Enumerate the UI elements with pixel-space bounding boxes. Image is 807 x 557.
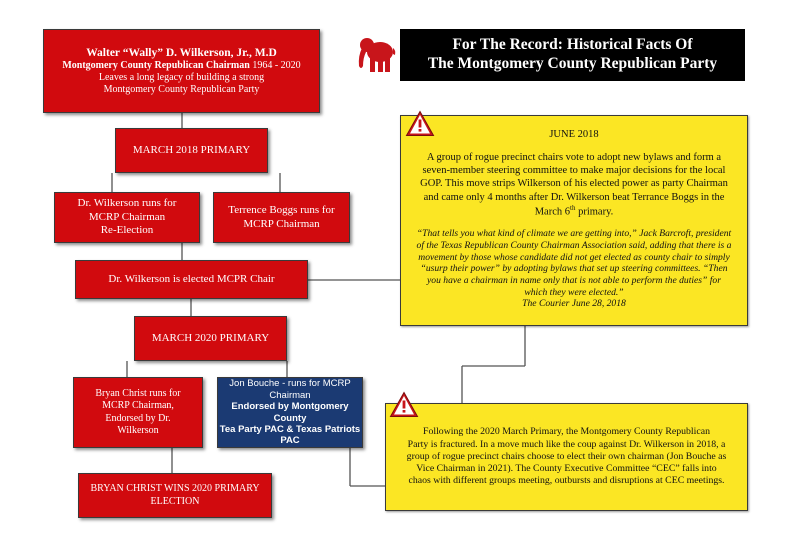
note-2020: [385, 403, 748, 511]
candidate-bouche-head-2: Chairman: [269, 389, 311, 401]
note-2018-body-5-sup: th: [570, 203, 576, 212]
note-2020-body-3: group of rogue precinct chairs choose to elect their own chairman (Jon Bouche as: [406, 450, 727, 462]
warning-icon-2018: [405, 110, 435, 137]
note-2018-body-5-post: primary.: [575, 206, 614, 218]
note-june-2018: [400, 115, 748, 326]
note-2018-quote-1: “That tells you what kind of climate we are getting into,” Jack Barcroft, president: [416, 228, 732, 240]
candidate-boggs-line1: Terrence Boggs runs for: [228, 204, 335, 217]
warning-icon-2020: [389, 391, 419, 418]
note-2020-body-5: chaos with different groups meeting, outbursts and disruptions at CEC meetings.: [408, 475, 725, 487]
result-2018-box: [75, 260, 308, 299]
note-2018-body-5-pre: March 6: [534, 206, 570, 218]
candidate-wilkerson-line1: Dr. Wilkerson runs for: [77, 197, 177, 210]
page-title-line1: For The Record: Historical Facts Of: [452, 36, 693, 54]
candidate-boggs-line2: MCRP Chairman: [243, 217, 320, 230]
note-2018-body-3: GOP. This move strips Wilkerson of his elected power as party Chairman: [420, 178, 728, 190]
note-2020-body-4: Vice Chairman in 2021). The County Executive Committee “CEC” falls into: [416, 463, 717, 475]
note-2018-date: JUNE 2018: [549, 129, 599, 140]
candidate-bouche-head-1: Jon Bouche - runs for MCRP: [229, 378, 351, 390]
candidate-christ-line4: Wilkerson: [117, 424, 159, 436]
page-title-line2: The Montgomery County Republican Party: [427, 55, 718, 72]
result-2018-label: Dr. Wilkerson is elected MCPR Chair: [108, 272, 275, 285]
result-2020-line1: BRYAN CHRIST WINS 2020 PRIMARY: [90, 483, 260, 495]
primary-2020-label: MARCH 2020 PRIMARY: [151, 331, 270, 344]
chairman-years: 1964 - 2020: [249, 59, 301, 71]
note-2018-quote-2: of the Texas Republican County Chairman Association said, adding that there is a: [416, 239, 732, 251]
republican-elephant-icon: [356, 28, 396, 78]
candidate-christ-line2: MCRP Chairman,: [102, 400, 174, 412]
chairman-name: Walter “Wally” D. Wilkerson, Jr., M.D: [86, 46, 277, 59]
primary-2020-box: [134, 316, 287, 361]
chairman-legacy-1: Leaves a long legacy of building a strong: [98, 71, 265, 83]
candidate-bouche-endorse-2: Tea Party PAC & Texas Patriots: [219, 423, 361, 435]
note-2018-body-1: A group of rogue precinct chairs vote to adopt new bylaws and form a: [426, 152, 722, 164]
note-2020-body-2: Party is fractured. In a move much like the coup against Dr. Wilkerson in 2018, a: [407, 438, 726, 450]
page-title-banner: [400, 29, 745, 81]
note-2018-source: The Courier June 28, 2018: [522, 298, 626, 310]
result-2020-box: [78, 473, 272, 518]
candidate-wilkerson-2018-box: [54, 192, 200, 243]
note-2018-quote-5: you have a chairman in name only that is not able to perform the duties” for: [427, 275, 721, 287]
note-2018-quote-3: movement by those whose candidate did not get elected as county chair to simply: [418, 251, 730, 263]
note-2018-quote-6: which they were elected.”: [524, 286, 624, 298]
candidate-bouche-2020-box: [217, 377, 363, 448]
chairman-box: [43, 29, 320, 113]
candidate-bouche-endorse-3: PAC: [280, 435, 300, 447]
candidate-christ-2020-box: [73, 377, 203, 448]
result-2020-line2: ELECTION: [150, 495, 200, 507]
candidate-christ-line3: Endorsed by Dr.: [105, 412, 171, 424]
chairman-role-line: [62, 60, 300, 72]
chairman-legacy-2: Montgomery County Republican Party: [103, 84, 260, 96]
candidate-bouche-endorse-1: Endorsed by Montgomery County: [231, 401, 349, 424]
primary-2018-label: MARCH 2018 PRIMARY: [132, 143, 251, 156]
note-2018-body-2: seven-member steering committee to make major decisions for the local: [422, 165, 726, 177]
note-2018-body-4: and came only 4 months after Dr. Wilkerson beat Terrance Boggs in the: [423, 191, 725, 203]
candidate-wilkerson-line2: MCRP Chairman: [88, 210, 166, 223]
note-2020-body-1: Following the 2020 March Primary, the Montgomery County Republican: [423, 426, 710, 438]
candidate-boggs-2018-box: [213, 192, 350, 243]
note-2018-body-5: [535, 204, 614, 219]
candidate-wilkerson-line3: Re-Election: [100, 224, 154, 237]
note-2018-quote-4: “usurp their power” by adopting bylaws that set up steering committees. “Then: [420, 263, 728, 275]
primary-2018-box: [115, 128, 268, 173]
chairman-role: Montgomery County Republican Chairman: [62, 59, 250, 71]
candidate-christ-line1: Bryan Christ runs for: [95, 388, 181, 400]
